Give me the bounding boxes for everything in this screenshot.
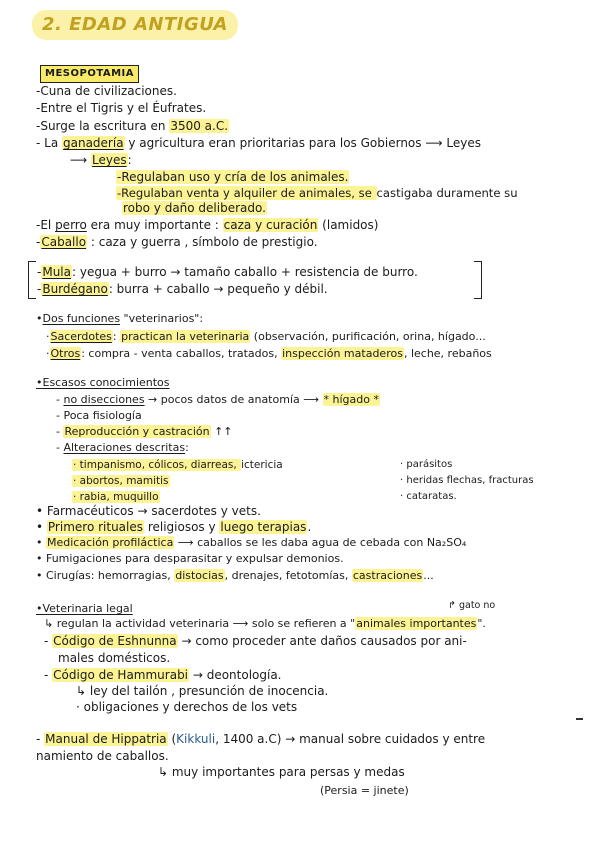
side-note: ↱ gato no	[448, 600, 496, 611]
note-line: males domésticos.	[58, 651, 171, 665]
note-line: -Burdégano: burra + caballo → pequeño y débil.	[37, 282, 328, 296]
bracket-right	[474, 261, 482, 299]
note-line: ⟶ Leyes:	[70, 153, 132, 167]
note-line: · cataratas.	[400, 491, 457, 502]
stray-mark	[576, 718, 583, 720]
note-line: -Regulaban venta y alquiler de animales, se castigaba duramente su	[117, 186, 518, 200]
note-line: · rabia, muquillo	[73, 491, 159, 503]
note-line: -Surge la escritura en 3500 a.C.	[36, 119, 229, 133]
note-line: • Primero rituales religiosos y luego terapias.	[36, 520, 312, 534]
note-line: -Caballo : caza y guerra , símbolo de prestigio.	[36, 235, 318, 249]
note-line: • Fumigaciones para desparasitar y expulsar demonios.	[36, 552, 344, 565]
note-line: -Mula: yegua + burro → tamaño caballo + resistencia de burro.	[37, 265, 418, 279]
note-line: - La ganadería y agricultura eran prioritarias para los Gobiernos ⟶ Leyes	[36, 136, 481, 150]
note-line: -Entre el Tigris y el Éufrates.	[36, 101, 207, 115]
note-line: • Cirugías: hemorragias, distocias, drenajes, fetotomías, castraciones...	[36, 569, 434, 582]
note-line: robo y daño deliberado.	[123, 201, 266, 215]
note-line: ↳ muy importantes para persas y medas	[158, 765, 405, 779]
note-line: namiento de caballos.	[36, 749, 169, 763]
note-line: · parásitos	[400, 459, 453, 470]
note-line: •Dos funciones "veterinarios":	[36, 312, 204, 325]
note-line: ↳ regulan la actividad veterinaria ⟶ solo se refieren a "animales importantes".	[44, 617, 486, 630]
note-line: • Farmacéuticos → sacerdotes y vets.	[36, 504, 261, 518]
note-line: ·Otros: compra - venta caballos, tratados, inspección mataderos, leche, rebaños	[46, 347, 492, 360]
note-line: · obligaciones y derechos de los vets	[76, 700, 298, 714]
note-line: · timpanismo, cólicos, diarreas, ictericia	[73, 459, 283, 471]
bracket-left	[28, 261, 36, 299]
note-line: - Código de Eshnunna → como proceder ante daños causados por ani-	[44, 634, 467, 648]
note-line: ·Sacerdotes: practican la veterinaria (observación, purificación, orina, hígado...	[46, 330, 486, 343]
note-line: •Veterinaria legal	[36, 602, 133, 615]
note-line: ↳ ley del tailón , presunción de inocencia.	[76, 684, 329, 698]
note-line: -Cuna de civilizaciones.	[36, 84, 177, 98]
note-line: •Escasos conocimientos	[36, 376, 170, 389]
note-line: (Persia = jinete)	[320, 784, 409, 797]
note-line: • Medicación profiláctica ⟶ caballos se les daba agua de cebada con Na₂SO₄	[36, 536, 467, 549]
note-line: - Alteraciones descritas:	[56, 441, 189, 454]
note-line: - Reproducción y castración ↑↑	[56, 425, 233, 438]
note-line: - Poca fisiología	[56, 409, 142, 422]
note-line: · abortos, mamitis	[73, 475, 169, 487]
note-line: - Manual de Hippatria (Kikkuli, 1400 a.C) → manual sobre cuidados y entre	[36, 732, 486, 746]
note-line: - Código de Hammurabi → deontología.	[44, 668, 282, 682]
note-line: -Regulaban uso y cría de los animales.	[117, 170, 349, 184]
note-line: · heridas flechas, fracturas	[400, 475, 534, 486]
section-heading-mesopotamia: MESOPOTAMIA	[40, 65, 139, 83]
note-line: -El perro era muy importante : caza y curación (lamidos)	[36, 218, 379, 232]
page-title: 2. EDAD ANTIGUA	[32, 10, 238, 40]
note-line: - no disecciones → pocos datos de anatomía ⟶ * hígado *	[56, 393, 379, 406]
